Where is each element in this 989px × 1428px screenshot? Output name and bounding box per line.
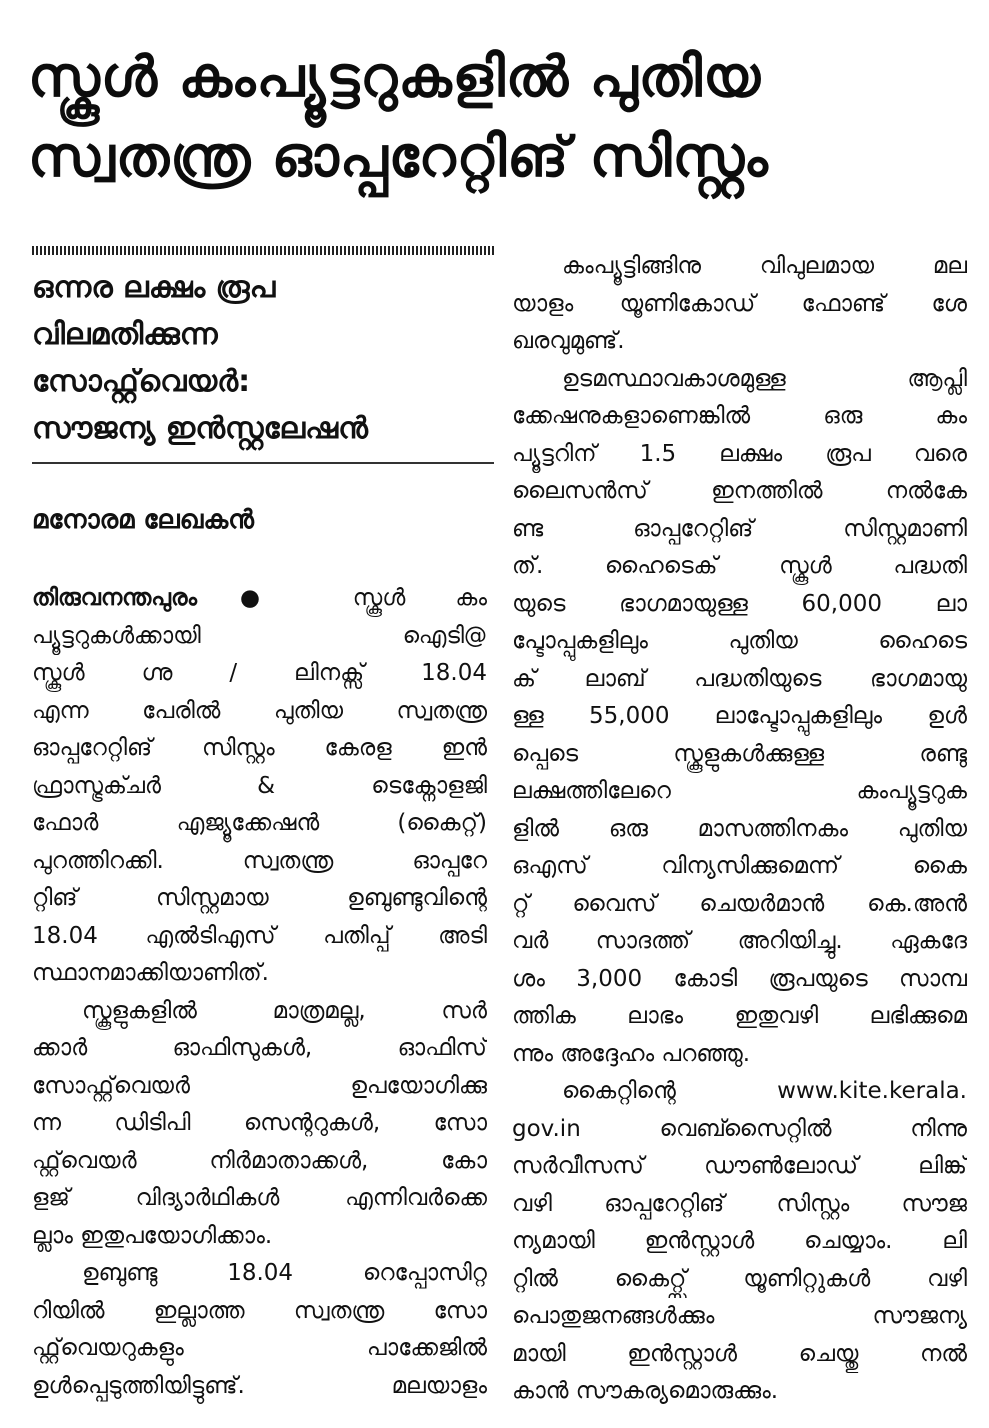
text-line: സ്കൂളുകളിൽ മാത്രമല്ല, സർ	[82, 997, 487, 1024]
text-line: ന്നും അദ്ദേഹം പറഞ്ഞു.	[512, 1040, 751, 1067]
text-line: ക്കാർ ഓഫിസുകൾ, ഓഫിസ്	[32, 1035, 487, 1061]
text-line: വർ സാദത്ത് അറിയിച്ചു. ഏകദേ	[512, 928, 967, 954]
text-line: ഫ്രാസ്ട്രക്ചർ & ടെക്നോളജി	[32, 772, 487, 799]
subheadline-line-3: സോഫ്റ്റ്‌വെയർ:	[32, 364, 251, 399]
headline-line-1: സ്കൂൾ കംപ്യൂട്ടറുകളിൽ പുതിയ	[28, 45, 762, 110]
text-line: റ്റ് വൈസ് ചെയർമാൻ കെ.അൻ	[512, 890, 967, 917]
text-line: ണ്ട ഓപ്പറേറ്റിങ് സിസ്റ്റമാണി	[512, 515, 967, 542]
paragraph-3	[32, 1255, 487, 1405]
text-line: ഫ്റ്റ്‌വെയർ നിർമാതാക്കൾ, കോ	[32, 1147, 487, 1174]
text-line: ത്തിക ലാഭം ഇതുവഴി ലഭിക്കുമെ	[512, 1003, 967, 1029]
text-line: ത്. ഹൈടെക് സ്കൂൾ പദ്ധതി	[512, 553, 967, 579]
paragraph-2	[32, 993, 487, 1256]
text-line: gov.in വെബ്സൈറ്റിൽ നിന്നു	[512, 1115, 967, 1142]
text-line-content: സ്കൂൾ കം	[352, 585, 487, 611]
dateline: തിരുവനന്തപുരം●	[32, 585, 303, 611]
subheadline	[32, 264, 494, 452]
text-line: ഖരവുമുണ്ട്.	[512, 328, 625, 354]
text-line	[32, 580, 487, 618]
headline	[28, 38, 968, 198]
text-line: മായി ഇൻസ്റ്റാൾ ചെയ്തു നൽ	[512, 1340, 967, 1367]
article-column-left	[32, 580, 487, 1405]
text-line: സർവീസസ് ഡൗൺലോഡ് ലിങ്ക്	[512, 1153, 967, 1179]
text-line: കംപ്യൂട്ടിങ്ങിനു വിപുലമായ മല	[562, 253, 967, 279]
text-line: ന്ന ഡിടിപി സെന്ററുകൾ, സോ	[32, 1110, 487, 1136]
text-line: ഉടമസ്ഥാവകാശമുള്ള ആപ്ലി	[562, 365, 967, 392]
text-line: ല്ലാം ഇതുപയോഗിക്കാം.	[32, 1222, 273, 1249]
text-line: ഒഎസ് വിന്യസിക്കുമെന്ന് കൈ	[512, 853, 967, 879]
subheadline-line-1: ഒന്നര ലക്ഷം രൂപ	[32, 270, 276, 305]
subheadline-line-2: വിലമതിക്കുന്ന	[32, 317, 218, 352]
paragraph-4	[512, 248, 967, 361]
text-line: യാളം യൂണികോഡ് ഫോണ്ട് ശേ	[512, 290, 967, 317]
text-line: ളജ് വിദ്യാർഥികൾ എന്നിവർക്കെ	[32, 1185, 487, 1211]
text-line: പുറത്തിറക്കി. സ്വതന്ത്ര ഓപ്പറേ	[32, 847, 487, 874]
text-line: റിയിൽ ഇല്ലാത്ത സ്വതന്ത്ര സോ	[32, 1297, 487, 1324]
text-line: സ്ഥാനമാക്കിയാണിത്.	[32, 960, 269, 986]
paragraph-5	[512, 361, 967, 1074]
text-line: ഓപ്പറേറ്റിങ് സിസ്റ്റം കേരള ഇൻ	[32, 735, 487, 761]
paragraph-1	[32, 580, 487, 993]
text-line: പൊതുജനങ്ങൾക്കും സൗജന്യ	[512, 1303, 967, 1329]
dotted-divider	[32, 246, 494, 255]
text-line: എന്ന പേരിൽ പുതിയ സ്വതന്ത്ര	[32, 697, 487, 724]
text-line: ന്യമായി ഇൻസ്റ്റാൾ ചെയ്യാം. ലി	[512, 1228, 967, 1254]
text-line: ഉൾപ്പെടുത്തിയിട്ടുണ്ട്. മലയാളം	[32, 1372, 487, 1399]
text-line: പ്പെടെ സ്കൂളുകൾക്കുള്ള രണ്ടു	[512, 740, 967, 767]
text-line: കൈറ്റിന്റെ www.kite.kerala.	[562, 1078, 967, 1104]
text-line: ഉബുണ്ടു 18.04 റെപ്പോസിറ്റ	[82, 1260, 487, 1286]
text-line: ളിൽ ഒരു മാസത്തിനകം പുതിയ	[512, 815, 967, 842]
text-line: ക് ലാബ് പദ്ധതിയുടെ ഭാഗമായു	[512, 665, 967, 692]
headline-line-2: സ്വതന്ത്ര ഓപ്പറേറ്റിങ് സിസ്റ്റം	[28, 125, 769, 190]
article-column-right	[512, 248, 967, 1411]
text-line: 18.04 എൽടിഎസ് പതിപ്പ് അടി	[32, 922, 487, 949]
text-line: പ്യൂട്ടറിന് 1.5 ലക്ഷം രൂപ വരെ	[512, 440, 967, 467]
text-line: ഫ്റ്റ്‌വെയറുകളും പാക്കേജിൽ	[32, 1335, 487, 1361]
byline: മനോരമ ലേഖകൻ	[32, 505, 254, 535]
text-line: സോഫ്റ്റ്‌വെയർ ഉപയോഗിക്കു	[32, 1072, 487, 1099]
text-line: ഫോർ എജ്യൂക്കേഷൻ (കൈറ്റ്)	[32, 810, 487, 836]
subheadline-line-4: സൗജന്യ ഇൻസ്റ്റലേഷൻ	[32, 411, 368, 446]
section-divider	[32, 462, 494, 464]
text-line: റ്റിങ് സിസ്റ്റമായ ഉബുണ്ടുവിന്റെ	[32, 885, 487, 911]
text-line: ള്ള 55,000 ലാപ്ടോപ്പുകളിലും ഉൾ	[512, 703, 967, 729]
text-line: സ്കൂൾ ഗ്നു / ലിനക്സ് 18.04	[32, 660, 487, 686]
text-line: ക്കേഷനുകളാണെങ്കിൽ ഒരു കം	[512, 403, 967, 429]
paragraph-6	[512, 1073, 967, 1411]
text-line: വഴി ഓപ്പറേറ്റിങ് സിസ്റ്റം സൗജ	[512, 1190, 967, 1217]
text-line: ലക്ഷത്തിലേറെ കംപ്യൂട്ടറുക	[512, 778, 967, 804]
text-line: റ്റിൽ കൈറ്റ്സ് യൂണിറ്റുകൾ വഴി	[512, 1265, 967, 1292]
text-line: ലൈസൻസ് ഇനത്തിൽ നൽകേ	[512, 478, 967, 504]
text-line: പ്യൂട്ടറുകൾക്കായി ഐടി@	[32, 622, 487, 649]
text-line: യുടെ ഭാഗമായുള്ള 60,000 ലാ	[512, 590, 967, 617]
text-line: ശം 3,000 കോടി രൂപയുടെ സാമ്പ	[512, 965, 967, 992]
text-line: കാൻ സൗകര്യമൊരുക്കും.	[512, 1378, 779, 1404]
text-line: പ്ടോപ്പുകളിലും പുതിയ ഹൈടെ	[512, 628, 967, 654]
